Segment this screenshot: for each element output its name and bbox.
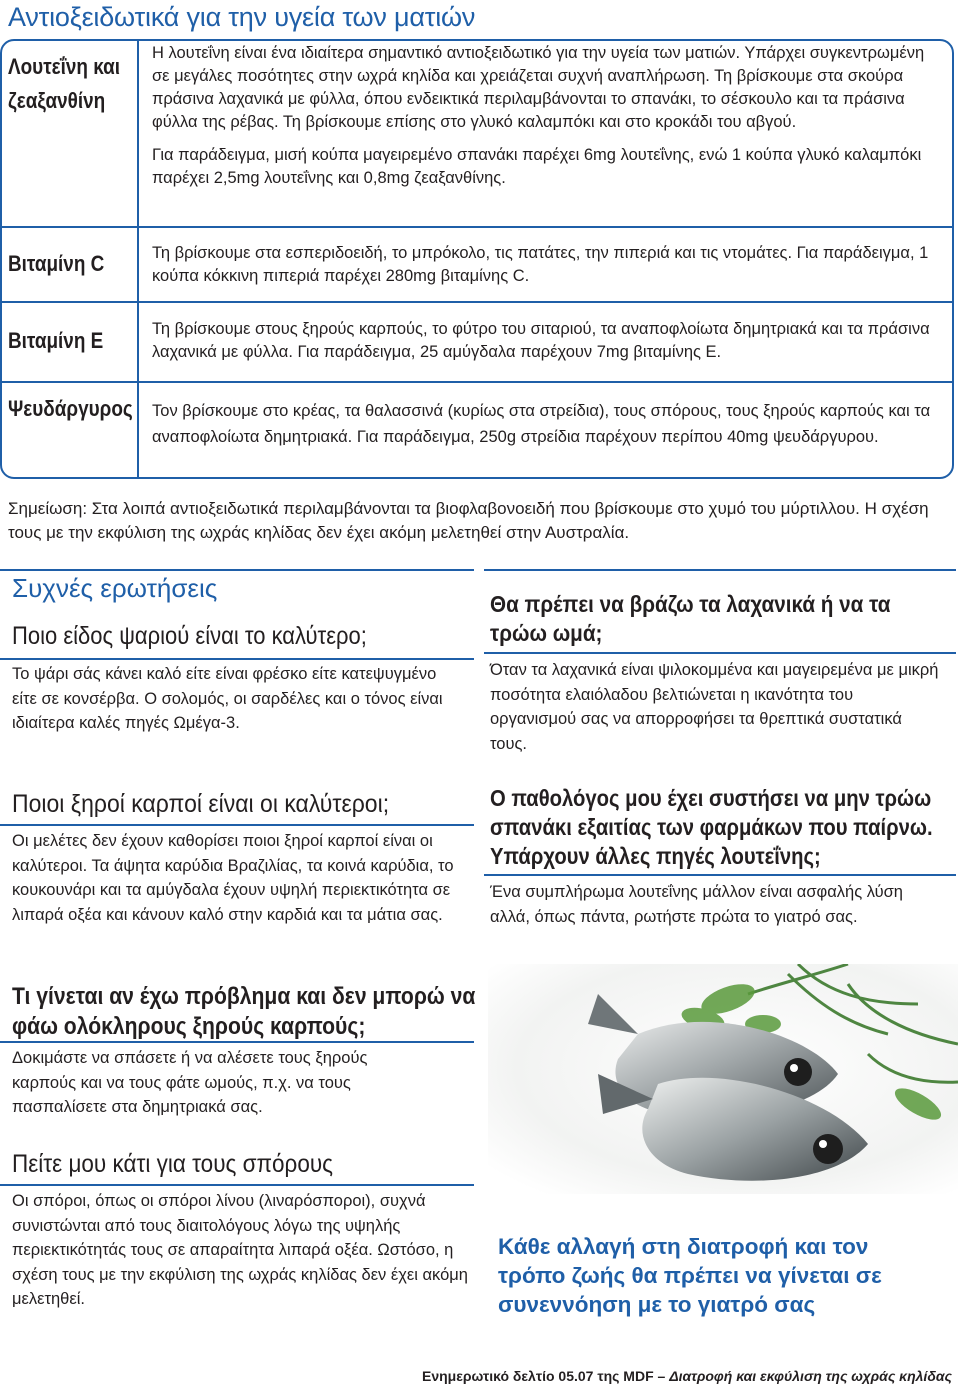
faq-question-divider xyxy=(0,1184,474,1186)
faq-right-divider xyxy=(484,569,956,571)
faq-item xyxy=(490,590,960,648)
fish-photo xyxy=(488,964,958,1194)
table-column-divider xyxy=(137,39,139,479)
paragraph: Τον βρίσκουμε στο κρέας, τα θαλασσινά (κυρίως στα στρείδια), τους σπόρους, τους ξηρούς καρπούς και τα αναποφλοίωτα δημητριακά. Για παράδειγμα, 250g στρείδια παρέχουν περίπου 40mg ψευδάργυρου. xyxy=(152,402,931,446)
tagline: Κάθε αλλαγή στη διατροφή και τον τρόπο ζωής θα πρέπει να γίνεται σε συνεννόηση με το γιατρό σας xyxy=(498,1234,882,1317)
faq-question: Ο παθολόγος μου έχει συστήσει να μην τρώω σπανάκι εξαιτίας των φαρμάκων που παίρνω. Υπάρχουν άλλες πηγές λουτεΐνης; xyxy=(490,785,933,869)
faq-title: Συχνές ερωτήσεις xyxy=(12,573,218,603)
nutrient-label-zinc: Ψευδάργυρος xyxy=(8,396,133,421)
faq-question: Τι γίνεται αν έχω πρόβλημα και δεν μπορώ να φάω ολόκληρους ξηρούς καρπούς; xyxy=(12,983,476,1040)
paragraph: Η λουτεΐνη είναι ένα ιδιαίτερα σημαντικό αντιοξειδωτικό για την υγεία των ματιών. Υπάρχει συγκεντρωμένη σε μεγάλες ποσότητες στην ωχρά κηλίδα και χρειάζεται συχνή αναπλήρωση. Τη βρίσκουμε στα σκούρα πράσινα λαχανικά με φύλλα, όπου ενδεικτικά περιλαμβάνονται το σπανάκι, το σέσκουλο και τα πράσινα φύλλα της ρέβας. Τη βρίσκουμε επίσης στο γλυκό καλαμπόκι και στο κροκάδι του αβγού. xyxy=(152,44,925,131)
faq-item xyxy=(12,982,547,1042)
faq-answer: Όταν τα λαχανικά είναι ψιλοκομμένα και μαγειρεμένα με μικρή ποσότητα ελαιόλαδου βελτιώνεται η ικανότητα του οργανισμού σας να απορροφήσει τα θρεπτικά συστατικά τους. xyxy=(490,661,939,753)
faq-item xyxy=(12,790,492,819)
nutrient-label-lutein xyxy=(8,50,121,118)
faq-divider xyxy=(0,569,474,571)
nutrient-label-vitamin-e: Βιταμίνη Ε xyxy=(8,328,104,353)
label-line: ζεαξανθίνη xyxy=(8,88,106,113)
paragraph: Τη βρίσκουμε στα εσπεριδοειδή, το μπρόκολο, τις πατάτες, την πιπεριά και τις ντομάτες. Για παράδειγμα, 1 κούπα κόκκινη πιπεριά παρέχει 280mg βιταμίνης C. xyxy=(152,244,929,285)
fish-illustration xyxy=(488,964,958,1194)
footer xyxy=(422,1368,952,1384)
paragraph: Τη βρίσκουμε στους ξηρούς καρπούς, το φύτρο του σιταριού, τα αναποφλοίωτα δημητριακά και τα πράσινα λαχανικά με φύλλα. Για παράδειγμα, 25 αμύγδαλα παρέχουν 7mg βιταμίνης Ε. xyxy=(152,320,930,361)
label-line: Λουτεΐνη και xyxy=(8,54,121,79)
faq-item xyxy=(12,1150,482,1179)
table-row-divider xyxy=(0,381,954,383)
faq-answer: Ένα συμπλήρωμα λουτεΐνης μάλλον είναι ασφαλής λύση αλλά, όπως πάντα, ρωτήστε πρώτα το γιατρό σας. xyxy=(490,883,903,926)
footer-bulletin: Ενημερωτικό δελτίο 05.07 της MDF – xyxy=(422,1368,670,1384)
footer-topic: Διατροφή και εκφύλιση της ωχράς κηλίδας xyxy=(669,1368,952,1384)
page-title: Αντιοξειδωτικά για την υγεία των ματιών xyxy=(8,2,476,32)
faq-question-divider xyxy=(484,652,956,654)
table-row-divider xyxy=(0,301,954,303)
faq-item xyxy=(12,622,482,651)
table-row-divider xyxy=(0,226,954,228)
faq-question: Θα πρέπει να βράζω τα λαχανικά ή να τα τρώω ωμά; xyxy=(490,591,891,646)
faq-question: Πείτε μου κάτι για τους σπόρους xyxy=(12,1150,333,1178)
faq-answer: Οι σπόροι, όπως οι σπόροι λίνου (λιναρόσποροι), συχνά συνιστώνται από τους διαιτολόγους λόγω της υψηλής περιεκτικότητάς τους σε απαραίτητα λιπαρά οξέα. Ωστόσο, η σχέση τους με την εκφύλιση της ωχράς κηλίδας δεν έχει ακόμη μελετηθεί. xyxy=(12,1192,468,1308)
faq-question: Ποιο είδος ψαριού είναι το καλύτερο; xyxy=(12,622,367,650)
faq-answer: Το ψάρι σάς κάνει καλό είτε είναι φρέσκο είτε κατεψυγμένο είτε σε κονσέρβα. Ο σολομός, οι σαρδέλες και ο τόνος είναι ιδιαίτερα καλές πηγές Ωμέγα-3. xyxy=(12,665,443,732)
paragraph: Για παράδειγμα, μισή κούπα μαγειρεμένο σπανάκι παρέχει 6mg λουτεΐνης, ενώ 1 κούπα γλυκό καλαμπόκι παρέχει 2,5mg λουτεΐνης και 0,8mg ζεαξανθίνης. xyxy=(152,146,922,187)
faq-question-divider xyxy=(0,824,474,826)
nutrient-desc-zinc xyxy=(152,398,942,460)
note-text: Σημείωση: Στα λοιπά αντιοξειδωτικά περιλαμβάνονται τα βιοφλαβονοειδή που βρίσκουμε στο χυμό του μύρτιλλου. Η σχέση τους με την εκφύλιση της ωχράς κηλίδας δεν έχει ακόμη μελετηθεί στην Αυστραλία. xyxy=(8,499,929,542)
nutrient-desc-lutein xyxy=(152,42,942,200)
faq-item xyxy=(490,784,960,871)
nutrient-desc-vitamin-e xyxy=(152,318,942,374)
faq-question-divider xyxy=(484,874,956,876)
faq-question-divider xyxy=(0,1041,474,1043)
faq-answer: Οι μελέτες δεν έχουν καθορίσει ποιοι ξηροί καρποί είναι οι καλύτεροι. Τα άψητα καρύδια Βραζιλίας, τα κοινά καρύδια, το κουκουνάρι και τα αμύγδαλα έχουν υψηλή περιεκτικότητα σε λιπαρά οξέα και κάνουν καλό στην καρδιά και τα μάτια σας. xyxy=(12,832,454,924)
faq-question-divider xyxy=(0,658,474,660)
nutrient-desc-vitamin-c xyxy=(152,242,942,298)
faq-answer: Δοκιμάστε να σπάσετε ή να αλέσετε τους ξηρούς καρπούς και να τους φάτε ωμούς, π.χ. να τους πασπαλίσετε στα δημητριακά σας. xyxy=(12,1049,368,1116)
faq-question: Ποιοι ξηροί καρποί είναι οι καλύτεροι; xyxy=(12,790,390,818)
nutrient-label-vitamin-c: Βιταμίνη C xyxy=(8,251,105,276)
